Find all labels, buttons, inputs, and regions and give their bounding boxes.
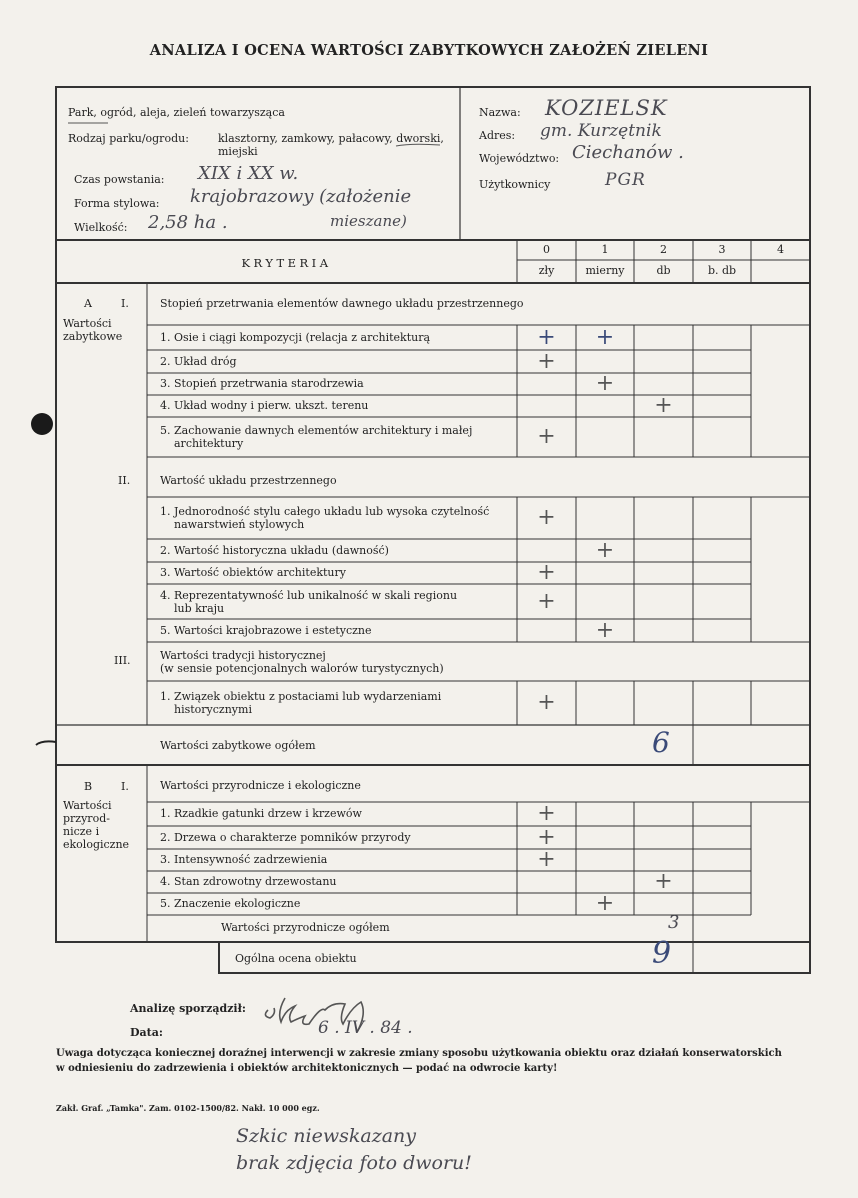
criterion-label: 1. Rzadkie gatunki drzew i krzewów [160,807,362,820]
score-mark: + [595,617,615,643]
criterion-label: 4. Stan zdrowotny drzewostanu [160,875,337,888]
page-title: ANALIZA I OCENA WARTOŚCI ZABYTKOWYCH ZAŁOŻEŃ ZIELENI [149,42,709,59]
section-a-name-2: zabytkowe [63,330,123,343]
criterion-label: 1. Jednorodność stylu całego układu lub wysoka czytelność [160,505,490,518]
group-b1-title: Wartości przyrodnicze i ekologiczne [160,779,361,792]
criterion-label: 3. Intensywność zadrzewienia [160,853,328,866]
criterion-label: 2. Drzewa o charakterze pomników przyrody [160,830,411,844]
section-b-name-3: nicze i [63,825,100,838]
criterion-label: 1. Osie i ciągi kompozycji (relacja z architekturą [160,330,431,344]
users-value: PGR [605,170,646,190]
score-1-label: mierny [585,264,625,277]
criteria-heading: KRYTERIA [241,256,332,270]
name-label: Nazwa: [479,106,521,119]
section-a-letter: A [84,297,92,310]
section-b-name: Wartości [63,799,112,812]
size-label: Wielkość: [74,221,128,234]
users-label: Użytkownicy [479,178,551,191]
group-a2-title: Wartość układu przestrzennego [160,474,337,487]
overall-label: Ogólna ocena obiektu [235,952,357,965]
section-b-total-label: Wartości przyrodnicze ogółem [221,921,390,934]
garden-kind-options: klasztorny, zamkowy, pałacowy, dworski, [218,132,444,145]
section-b-name-4: ekologiczne [63,838,130,851]
group-a3-roman: III. [114,654,131,667]
criterion-label: 4. Reprezentatywność lub unikalność w skali regionu [160,588,458,602]
date-label: Data: [130,1026,163,1039]
printer-note: Zakł. Graf. „Tamka". Zam. 0102-1500/82. Nakł. 10 000 egz. [56,1103,320,1113]
date-value: 6 . IV . 84 . [318,1018,413,1038]
group-a3-title: Wartości tradycji historycznej [160,649,326,662]
criterion-label-cont: lub kraju [174,601,225,615]
address-value: gm. Kurzętnik [540,121,662,141]
criterion-label: 5. Zachowanie dawnych elementów architektury i małej [160,424,473,437]
section-a-roman: I. [121,297,129,310]
section-b-name-2: przyrod- [63,812,110,825]
style-form-value-2: mieszane) [330,212,407,230]
group-a3-title-2: (w sensie potencjonalnych walorów turystycznych) [160,662,444,675]
score-3-label: b. db [707,264,737,277]
intervention-note-2: w odniesieniu do zadrzewienia i obiektów architektonicznych — podać na odwrocie karty! [56,1063,558,1074]
intervention-note: Uwaga dotycząca koniecznej doraźnej interwencji w zakresie zmiany sposobu użytkowania obiektu oraz działań konserwatorskich [56,1048,782,1059]
criterion-label-cont: architektury [174,437,244,450]
section-b-total-value: 3 [668,912,680,933]
garden-kind-label: Rodzaj parku/ogrodu: [68,132,189,145]
score-2-label: db [656,264,671,277]
score-0-label: zły [538,264,555,277]
garden-kind-options-2: miejski [218,145,258,158]
score-mark: + [654,393,673,418]
size-value: 2,58 ha . [148,212,228,233]
score-mark: + [595,891,615,916]
punch-hole [31,413,53,435]
style-form-label: Forma stylowa: [74,197,160,210]
criterion-label-cont: nawarstwień stylowych [174,518,305,531]
score-mark: + [654,869,673,894]
score-3-number: 3 [718,243,726,256]
criterion-label: 3. Stopień przetrwania starodrzewia [160,377,364,390]
score-mark: + [537,348,556,374]
criterion-label: 4. Układ wodny i pierw. ukszt. terenu [160,399,369,412]
criterion-label: 2. Układ dróg [160,354,237,368]
criterion-label: 5. Wartości krajobrazowe i estetyczne [160,623,372,637]
score-mark: + [595,324,615,350]
score-4-number: 4 [777,243,784,256]
section-a-total-value: 6 [652,726,670,759]
handwritten-note: Szkic niewskazany [236,1125,417,1147]
section-b-roman: I. [121,780,129,793]
creation-time-value: XIX i XX w. [198,163,299,184]
criterion-label-cont: historycznymi [174,703,252,716]
score-mark: + [537,505,556,530]
group-a2-roman: II. [118,474,131,487]
creation-time-label: Czas powstania: [74,173,165,186]
score-mark: + [537,847,556,872]
group-a1-title: Stopień przetrwania elementów dawnego układu przestrzennego [160,297,524,310]
voivodeship-label: Województwo: [479,152,560,165]
prepared-by-label: Analizę sporządził: [130,1002,246,1015]
name-value: KOZIELSK [545,96,668,120]
address-label: Adres: [479,129,516,142]
object-type-label: Park, ogród, aleja, zieleń towarzysząca [68,106,285,119]
score-mark: + [537,824,556,850]
score-mark: + [537,324,556,350]
score-1-number: 1 [601,243,609,256]
section-a-name: Wartości [63,317,112,330]
section-a-total-label: Wartości zabytkowe ogółem [160,739,316,752]
criterion-label: 5. Znaczenie ekologiczne [160,897,301,910]
score-mark: + [595,537,615,563]
score-2-number: 2 [660,243,667,256]
voivodeship-value: Ciechanów . [572,142,684,163]
section-b-letter: B [84,780,93,793]
score-mark: + [537,690,556,715]
style-form-value: krajobrazowy (założenie [190,186,412,207]
score-mark: + [537,801,556,826]
overall-value: 9 [652,936,672,971]
handwritten-note-2: brak zdjęcia foto dworu! [236,1152,472,1174]
score-mark: + [537,560,556,585]
criterion-label: 1. Związek obiektu z postaciami lub wydarzeniami [160,690,442,703]
criterion-label: 3. Wartość obiektów architektury [160,566,346,579]
criterion-label: 2. Wartość historyczna układu (dawność) [160,543,389,557]
score-mark: + [595,371,615,396]
score-mark: + [537,424,556,449]
score-0-number: 0 [543,243,550,256]
score-mark: + [537,588,556,614]
